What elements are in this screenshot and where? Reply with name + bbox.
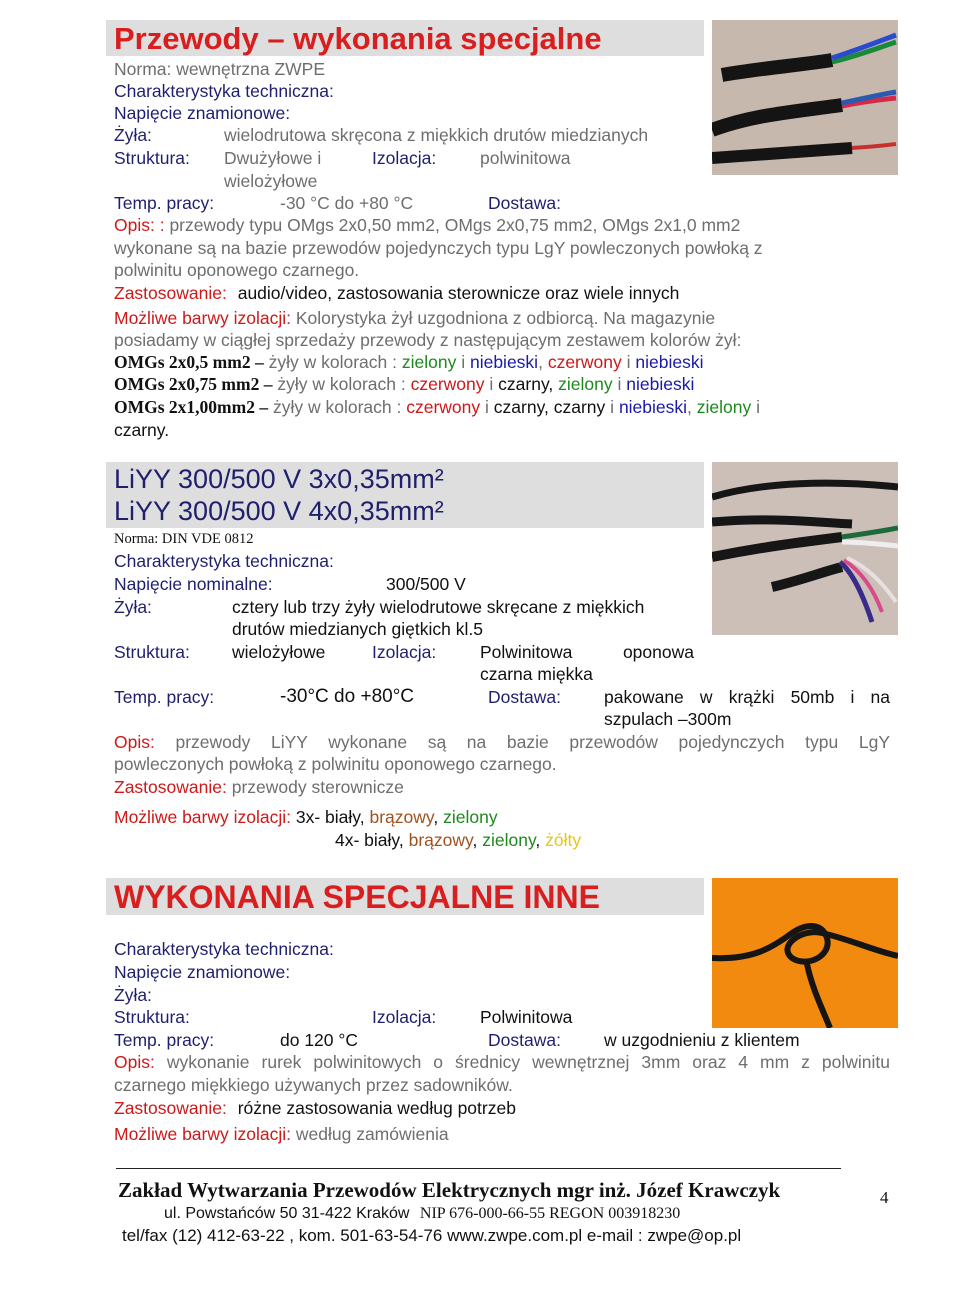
- footer-contact: tel/fax (12) 412-63-22 , kom. 501-63-54-76 www.zwpe.com.pl e-mail : zwpe@op.pl: [122, 1226, 742, 1245]
- section2-b4-pre: 4x- biały,: [335, 830, 404, 850]
- tube-photo-3-image: [712, 878, 898, 1028]
- section1-c3-a: czerwony: [406, 397, 481, 417]
- section2-zast-value: przewody sterownicze: [231, 777, 404, 797]
- section1-barwy-line2: posiadamy w ciągłej sprzedaży przewody z następującym zestawem kolorów żył:: [114, 330, 742, 350]
- footer-divider: [116, 1168, 841, 1169]
- section1-title: Przewody – wykonania specjalne: [114, 21, 602, 56]
- section1-color-row-1: [114, 351, 704, 373]
- section2-char-heading: Charakterystyka techniczna:: [114, 551, 334, 571]
- section1-c3-pre: żyły w kolorach :: [272, 397, 402, 417]
- section1-norma: Norma: wewnętrzna ZWPE: [114, 59, 326, 79]
- section1-barwy: [114, 307, 715, 329]
- section2-opis: [114, 731, 890, 753]
- section1-struktura-value: Dwużyłowe i: [224, 148, 322, 168]
- footer-address: ul. Powstańców 50 31-422 Kraków: [164, 1205, 410, 1222]
- section2-dostawa-value2: szpulach –300m: [604, 709, 732, 729]
- section1-c1-name: OMGs 2x0,5 mm2 –: [114, 352, 264, 372]
- section2-title-1: LiYY 300/500 V 3x0,35mm²: [114, 464, 444, 494]
- section1-c2-c: zielony: [558, 374, 613, 394]
- section2-norma: Norma: DIN VDE 0812: [114, 531, 254, 547]
- tube-photo-3: [712, 878, 898, 1028]
- section2-napiecie-label: Napięcie nominalne:: [114, 574, 273, 594]
- cable-photo-2: [712, 462, 898, 635]
- section2-opis-line2: powleczonych powłoką z polwinitu oponowego czarnego.: [114, 754, 557, 774]
- section1-c1-comma: ,: [538, 352, 543, 372]
- section3-napiecie-label: Napięcie znamionowe:: [114, 962, 291, 982]
- section3-zyla-label: Żyła:: [114, 985, 152, 1005]
- cable-photo-2-image: [712, 462, 898, 635]
- section1-opis-line3: polwinitu oponowego czarnego.: [114, 260, 360, 280]
- section1-opis-line2: wykonane są na bazie przewodów pojedynczych typu LgY powleczonych powłoką z: [114, 238, 763, 258]
- cable-photo-1-image: [712, 20, 898, 175]
- section2-b4-comma: ,: [472, 830, 478, 850]
- section1-c1-c: czerwony: [547, 352, 622, 372]
- section1-c3-c: niebieski: [618, 397, 688, 417]
- section2-b4-a: brązowy: [408, 830, 473, 850]
- section2-b3-pre: 3x- biały,: [295, 807, 365, 827]
- section1-barwy-label: Możliwe barwy izolacji:: [114, 308, 291, 328]
- section1-c3-d: zielony: [696, 397, 752, 417]
- section1-zyla-label: Żyła:: [114, 125, 152, 145]
- section3-dostawa-label: Dostawa:: [488, 1030, 561, 1050]
- section2-b3-b: zielony: [443, 807, 498, 827]
- section3-struktura-label: Struktura:: [114, 1007, 190, 1027]
- section2-b3-comma: ,: [433, 807, 439, 827]
- section2-title-2: LiYY 300/500 V 4x0,35mm²: [114, 496, 444, 526]
- section2-zastosowanie: [114, 776, 404, 798]
- section1-izolacja-label: Izolacja:: [372, 148, 437, 168]
- section1-c3-b: czarny, czarny: [493, 397, 606, 417]
- section1-opis-label: Opis: :: [114, 215, 165, 235]
- section2-napiecie-value: 300/500 V: [386, 574, 466, 594]
- section2-izolacja-value: Polwinitowa oponowa: [480, 642, 694, 662]
- section3-dostawa-value: w uzgodnieniu z klientem: [604, 1030, 800, 1050]
- section1-struktura-value2: wielożyłowe: [224, 171, 318, 191]
- section2-opis-label: Opis:: [114, 732, 155, 752]
- section1-c1-d: niebieski: [635, 352, 704, 372]
- section2-izolacja-label: Izolacja:: [372, 642, 437, 662]
- section2-struktura-value: wielożyłowe: [232, 642, 326, 662]
- section3-barwy: [114, 1123, 449, 1145]
- section2-b4-c: żółty: [545, 830, 582, 850]
- section1-c3-and-2: i: [610, 397, 615, 417]
- section3-opis-label: Opis:: [114, 1052, 155, 1072]
- section3-opis-line2: czarnego miękkiego używanych przez sadowników.: [114, 1075, 513, 1095]
- section1-c3-e: czarny.: [114, 420, 170, 440]
- section2-zyla-label: Żyła:: [114, 597, 152, 617]
- section2-barwy-row-2: [335, 829, 581, 851]
- section1-napiecie-label: Napięcie znamionowe:: [114, 103, 291, 123]
- section3-zast-label: Zastosowanie:: [114, 1098, 227, 1118]
- section1-opis-value: przewody typu OMgs 2x0,50 mm2, OMgs 2x0,75 mm2, OMgs 2x1,0 mm2: [169, 215, 741, 235]
- section1-struktura-label: Struktura:: [114, 148, 190, 168]
- section1-zast-value: audio/video, zastosowania sterownicze oraz wiele innych: [237, 283, 680, 303]
- section1-char-heading: Charakterystyka techniczna:: [114, 81, 334, 101]
- cable-photo-1: [712, 20, 898, 175]
- section1-c3-comma: ,: [687, 397, 692, 417]
- section3-izolacja-value: Polwinitowa: [480, 1007, 573, 1027]
- section3-barwy-value: według zamówienia: [295, 1124, 449, 1144]
- section1-c3-and-1: i: [485, 397, 489, 417]
- section1-c1-and-2: i: [626, 352, 631, 372]
- footer-company: Zakład Wytwarzania Przewodów Elektrycznych mgr inż. Józef Krawczyk: [118, 1178, 781, 1202]
- section1-c2-a: czerwony: [410, 374, 485, 394]
- section2-b3-a: brązowy: [369, 807, 434, 827]
- section1-c2-and-2: i: [617, 374, 622, 394]
- section2-dostawa-value: pakowane w krążki 50mb i na: [604, 687, 890, 707]
- section2-zyla-value2: drutów miedzianych giętkich kl.5: [232, 619, 483, 639]
- section2-izolacja-value2: czarna miękka: [480, 664, 593, 684]
- footer-address-row: [164, 1204, 680, 1224]
- page-number: 4: [880, 1188, 889, 1207]
- section3-zast-value: różne zastosowania według potrzeb: [237, 1098, 516, 1118]
- section1-temp-value: -30 °C do +80 °C: [280, 193, 414, 213]
- section1-opis: [114, 214, 740, 236]
- section1-zastosowanie: [114, 282, 679, 304]
- section1-color-row-2: [114, 373, 694, 395]
- section1-c2-d: niebieski: [626, 374, 695, 394]
- section1-zast-label: Zastosowanie:: [114, 283, 227, 303]
- section1-c2-pre: żyły w kolorach :: [277, 374, 406, 394]
- section1-zyla-value: wielodrutowa skręcona z miękkich drutów miedzianych: [224, 125, 649, 145]
- section3-temp-label: Temp. pracy:: [114, 1030, 215, 1050]
- section1-c2-and-1: i: [489, 374, 494, 394]
- section2-barwy-label: Możliwe barwy izolacji:: [114, 807, 291, 827]
- section3-title: WYKONANIA SPECJALNE INNE: [114, 879, 600, 915]
- section1-c1-b: niebieski: [469, 352, 539, 372]
- section2-struktura-label: Struktura:: [114, 642, 190, 662]
- section1-temp-label: Temp. pracy:: [114, 193, 215, 213]
- section2-barwy-row-1: [114, 806, 498, 828]
- section1-c3-and-3: i: [756, 397, 761, 417]
- section3-char-heading: Charakterystyka techniczna:: [114, 939, 334, 959]
- section3-barwy-label: Możliwe barwy izolacji:: [114, 1124, 291, 1144]
- section2-zyla-value: cztery lub trzy żyły wielodrutowe skręcane z miękkich: [232, 597, 645, 617]
- section3-izolacja-label: Izolacja:: [372, 1007, 437, 1027]
- section1-dostawa-label: Dostawa:: [488, 193, 561, 213]
- section3-temp-value: do 120 °C: [280, 1030, 359, 1050]
- section1-c2-b: czarny,: [498, 374, 554, 394]
- section1-barwy-value: Kolorystyka żył uzgodniona z odbiorcą. Na magazynie: [295, 308, 716, 328]
- section2-temp-value: -30°C do +80°C: [280, 686, 415, 707]
- section2-opis-value: przewody LiYY wykonane są na bazie przewodów pojedynczych typu LgY: [175, 732, 890, 752]
- section2-temp-label: Temp. pracy:: [114, 687, 215, 707]
- section3-opis-value: wykonanie rurek polwinitowych o średnicy wewnętrznej 3mm oraz 4 mm z polwinitu: [166, 1052, 890, 1072]
- section3-opis: [114, 1051, 890, 1073]
- section1-c1-a: zielony: [401, 352, 457, 372]
- section1-c1-pre: żyły w kolorach :: [268, 352, 397, 372]
- section1-izolacja-value: polwinitowa: [480, 148, 571, 168]
- section2-zast-label: Zastosowanie:: [114, 777, 227, 797]
- section1-c1-and-1: i: [461, 352, 466, 372]
- section1-c2-name: OMGs 2x0,75 mm2 –: [114, 374, 273, 394]
- section3-zastosowanie: [114, 1097, 516, 1119]
- section2-dostawa-label: Dostawa:: [488, 687, 561, 707]
- section2-b4-comma2: ,: [535, 830, 541, 850]
- footer-ids: NIP 676-000-66-55 REGON 003918230: [419, 1205, 681, 1222]
- section2-b4-b: zielony: [482, 830, 536, 850]
- section1-color-row-3: [114, 396, 760, 418]
- section1-c3-name: OMGs 2x1,00mm2 –: [114, 397, 269, 417]
